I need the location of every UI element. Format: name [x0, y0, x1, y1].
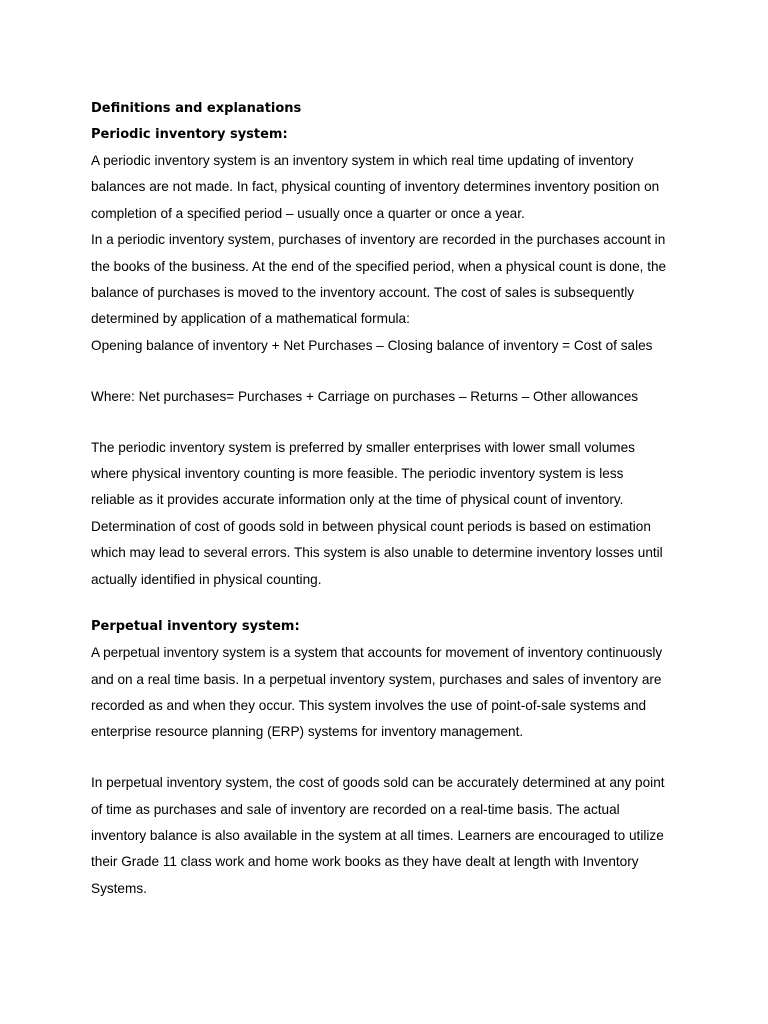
text-line: In perpetual inventory system, the cost of goods sold can be accurately determined at any point — [91, 775, 665, 791]
text-line: The periodic inventory system is preferred by smaller enterprises with lower small volumes — [91, 439, 635, 455]
text-line: In a periodic inventory system, purchases of inventory are recorded in the purchases account in — [91, 232, 666, 248]
text-line: inventory balance is also available in the system at all times. Learners are encouraged to utilize — [91, 828, 664, 844]
spacer — [91, 410, 691, 435]
text-line: which may lead to several errors. This system is also unable to determine inventory losses until — [91, 545, 663, 561]
text-line: Determination of cost of goods sold in between physical count periods is based on estimation — [91, 518, 651, 534]
text-line: and on a real time basis. In a perpetual inventory system, purchases and sales of inventory are — [91, 671, 662, 687]
text-line: determined by application of a mathematical formula: — [91, 311, 410, 327]
spacer — [91, 593, 691, 614]
perpetual-paragraph-1 — [91, 640, 691, 746]
document-body — [91, 96, 691, 902]
perpetual-paragraph-2 — [91, 770, 691, 902]
net-purchases-definition: Where: Net purchases= Purchases + Carriage on purchases – Returns – Other allowances — [91, 388, 639, 404]
text-line: A periodic inventory system is an inventory system in which real time updating of inventory — [91, 153, 634, 168]
text-line: where physical inventory counting is more feasible. The periodic inventory system is less — [91, 466, 624, 482]
periodic-paragraph-2 — [91, 227, 691, 333]
periodic-paragraph-3 — [91, 435, 691, 593]
text-line: completion of a specified period – usually once a quarter or once a year. — [91, 205, 525, 221]
text-line: reliable as it provides accurate information only at the time of physical count of inventory. — [91, 492, 624, 508]
text-line: Systems. — [91, 880, 147, 896]
spacer — [91, 746, 691, 771]
text-line: enterprise resource planning (ERP) systems for inventory management. — [91, 724, 524, 740]
text-line: actually identified in physical counting. — [91, 571, 322, 587]
text-line: the books of the business. At the end of the specified period, when a physical count is done, the — [91, 258, 667, 274]
periodic-paragraph-1 — [91, 148, 691, 227]
text-line: their Grade 11 class work and home work books as they have dealt at length with Inventory — [91, 854, 639, 870]
spacer — [91, 359, 691, 384]
text-line: A perpetual inventory system is a system that accounts for movement of inventory continuously — [91, 645, 663, 661]
text-line: of time as purchases and sale of inventory are recorded on a real-time basis. The actual — [91, 801, 620, 817]
text-line: recorded as and when they occur. This system involves the use of point-of-sale systems and — [91, 697, 647, 713]
text-line: balance of purchases is moved to the inventory account. The cost of sales is subsequently — [91, 285, 635, 301]
cost-of-sales-formula: Opening balance of inventory + Net Purchases – Closing balance of inventory = Cost of sales — [91, 337, 653, 353]
periodic-heading: Periodic inventory system: — [91, 127, 288, 142]
main-heading: Definitions and explanations — [91, 101, 302, 116]
perpetual-heading: Perpetual inventory system: — [91, 619, 300, 635]
text-line: balances are not made. In fact, physical counting of inventory determines inventory position on — [91, 179, 660, 195]
